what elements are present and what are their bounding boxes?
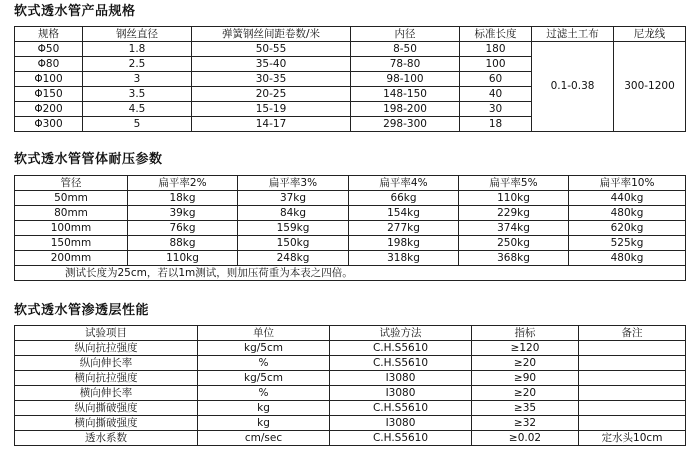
table-cell: C.H.S5610 — [330, 356, 472, 371]
table-cell — [579, 371, 686, 386]
table-cell: C.H.S5610 — [330, 431, 472, 446]
table-row — [15, 236, 686, 251]
header-cell: 规格 — [15, 27, 83, 42]
header-cell: 管径 — [15, 176, 128, 191]
header-cell: 内径 — [351, 27, 460, 42]
table-cell: 3 — [83, 72, 192, 87]
table-cell: Φ200 — [15, 102, 83, 117]
table-cell: 纵向撕破强度 — [15, 401, 198, 416]
table-cell: 15-19 — [192, 102, 351, 117]
table-cell: 3.5 — [83, 87, 192, 102]
table-cell: 277kg — [349, 221, 459, 236]
table-cell: 78-80 — [351, 57, 460, 72]
table-cell: 100 — [460, 57, 532, 72]
permeable-layer-table — [14, 325, 686, 446]
table-cell: 35-40 — [192, 57, 351, 72]
header-cell: 过滤土工布 — [532, 27, 614, 42]
table-cell: ≥0.02 — [472, 431, 579, 446]
table-cell: 14-17 — [192, 117, 351, 132]
header-cell: 单位 — [198, 326, 330, 341]
table-row — [15, 386, 686, 401]
table-cell: Φ300 — [15, 117, 83, 132]
table-cell: Φ150 — [15, 87, 83, 102]
header-cell: 扁平率2% — [128, 176, 238, 191]
table-cell: 480kg — [569, 251, 686, 266]
table-row — [15, 356, 686, 371]
table-header-row — [15, 176, 686, 191]
table-cell: 100mm — [15, 221, 128, 236]
table-cell: 8-50 — [351, 42, 460, 57]
table-cell: 透水系数 — [15, 431, 198, 446]
table-cell: I3080 — [330, 386, 472, 401]
table-cell: 37kg — [238, 191, 349, 206]
table-cell: 76kg — [128, 221, 238, 236]
table-cell: 440kg — [569, 191, 686, 206]
table-cell — [579, 401, 686, 416]
table-cell: 横向撕破强度 — [15, 416, 198, 431]
table-cell: 318kg — [349, 251, 459, 266]
table-cell: cm/sec — [198, 431, 330, 446]
table-row — [15, 371, 686, 386]
table-cell: 148-150 — [351, 87, 460, 102]
table-cell: 横向抗拉强度 — [15, 371, 198, 386]
table-cell: 159kg — [238, 221, 349, 236]
table-cell: 4.5 — [83, 102, 192, 117]
table-cell: kg/5cm — [198, 371, 330, 386]
table-cell: 40 — [460, 87, 532, 102]
header-cell: 标准长度 — [460, 27, 532, 42]
table-cell: 纵向抗拉强度 — [15, 341, 198, 356]
table-cell: 229kg — [459, 206, 569, 221]
table-cell: ≥32 — [472, 416, 579, 431]
table-cell: 154kg — [349, 206, 459, 221]
section-title-permeable-layer: 软式透水管渗透层性能 — [14, 303, 150, 318]
table-cell: 198-200 — [351, 102, 460, 117]
table-cell: 50-55 — [192, 42, 351, 57]
table-cell: 5 — [83, 117, 192, 132]
table-cell: ≥20 — [472, 386, 579, 401]
table-cell: ≥35 — [472, 401, 579, 416]
table-cell: 60 — [460, 72, 532, 87]
table-cell: 180 — [460, 42, 532, 57]
table-cell: kg — [198, 416, 330, 431]
table-cell: 30 — [460, 102, 532, 117]
table-row — [15, 221, 686, 236]
table-row — [15, 191, 686, 206]
header-cell: 试验项目 — [15, 326, 198, 341]
header-cell: 钢丝直径 — [83, 27, 192, 42]
table-cell: 2.5 — [83, 57, 192, 72]
table-cell: 横向伸长率 — [15, 386, 198, 401]
product-spec-table — [14, 26, 686, 132]
header-cell: 尼龙线 — [614, 27, 686, 42]
table-cell: 纵向伸长率 — [15, 356, 198, 371]
table-row — [15, 416, 686, 431]
header-cell: 试验方法 — [330, 326, 472, 341]
table-cell: 98-100 — [351, 72, 460, 87]
table-cell: 480kg — [569, 206, 686, 221]
table-cell: Φ50 — [15, 42, 83, 57]
table-cell — [579, 386, 686, 401]
header-cell: 扁平率3% — [238, 176, 349, 191]
table-cell: 39kg — [128, 206, 238, 221]
table-cell: 30-35 — [192, 72, 351, 87]
table-row — [15, 431, 686, 446]
table-cell: 1.8 — [83, 42, 192, 57]
table-cell: Φ80 — [15, 57, 83, 72]
table-cell: 150mm — [15, 236, 128, 251]
table-cell: 80mm — [15, 206, 128, 221]
table-cell: 66kg — [349, 191, 459, 206]
table-cell: 88kg — [128, 236, 238, 251]
table-cell: 150kg — [238, 236, 349, 251]
section-title-pressure-params: 软式透水管管体耐压参数 — [14, 152, 163, 167]
table-cell — [579, 416, 686, 431]
table-cell: 525kg — [569, 236, 686, 251]
table-cell: kg — [198, 401, 330, 416]
table-cell: 110kg — [459, 191, 569, 206]
header-cell: 弹簧钢丝间距卷数/米 — [192, 27, 351, 42]
table-cell: 250kg — [459, 236, 569, 251]
table-cell: 18 — [460, 117, 532, 132]
table-cell: 18kg — [128, 191, 238, 206]
table-cell: 50mm — [15, 191, 128, 206]
table-cell: 110kg — [128, 251, 238, 266]
table-cell — [579, 356, 686, 371]
table-cell: ≥20 — [472, 356, 579, 371]
table-cell: 198kg — [349, 236, 459, 251]
header-cell: 备注 — [579, 326, 686, 341]
header-cell: 扁平率10% — [569, 176, 686, 191]
table-note-row — [15, 266, 686, 281]
table-cell: 定水头10cm — [579, 431, 686, 446]
nylon-thread-value: 300-1200 — [614, 42, 686, 132]
table-row — [15, 42, 686, 57]
table-cell: C.H.S5610 — [330, 341, 472, 356]
table-cell: kg/5cm — [198, 341, 330, 356]
table-header-row — [15, 326, 686, 341]
table-cell: I3080 — [330, 416, 472, 431]
table-row — [15, 206, 686, 221]
table-cell: ≥120 — [472, 341, 579, 356]
table-cell: Φ100 — [15, 72, 83, 87]
table-row — [15, 341, 686, 356]
table-cell: 200mm — [15, 251, 128, 266]
table-header-row — [15, 27, 686, 42]
table-cell: % — [198, 356, 330, 371]
table-cell: 374kg — [459, 221, 569, 236]
table-cell: 20-25 — [192, 87, 351, 102]
table-cell: 248kg — [238, 251, 349, 266]
table-cell: % — [198, 386, 330, 401]
table-cell: 620kg — [569, 221, 686, 236]
header-cell: 扁平率5% — [459, 176, 569, 191]
section-title-product-specs: 软式透水管产品规格 — [14, 4, 136, 19]
header-cell: 扁平率4% — [349, 176, 459, 191]
test-note: 测试长度为25cm，若以1m测试，则加压荷重为本表之四倍。 — [15, 266, 686, 281]
header-cell: 指标 — [472, 326, 579, 341]
filter-fabric-value: 0.1-0.38 — [532, 42, 614, 132]
table-row — [15, 251, 686, 266]
table-cell — [579, 341, 686, 356]
table-cell: I3080 — [330, 371, 472, 386]
table-cell: 368kg — [459, 251, 569, 266]
table-cell: 298-300 — [351, 117, 460, 132]
table-cell: ≥90 — [472, 371, 579, 386]
table-row — [15, 401, 686, 416]
pressure-table — [14, 175, 686, 281]
table-cell: 84kg — [238, 206, 349, 221]
table-cell: C.H.S5610 — [330, 401, 472, 416]
